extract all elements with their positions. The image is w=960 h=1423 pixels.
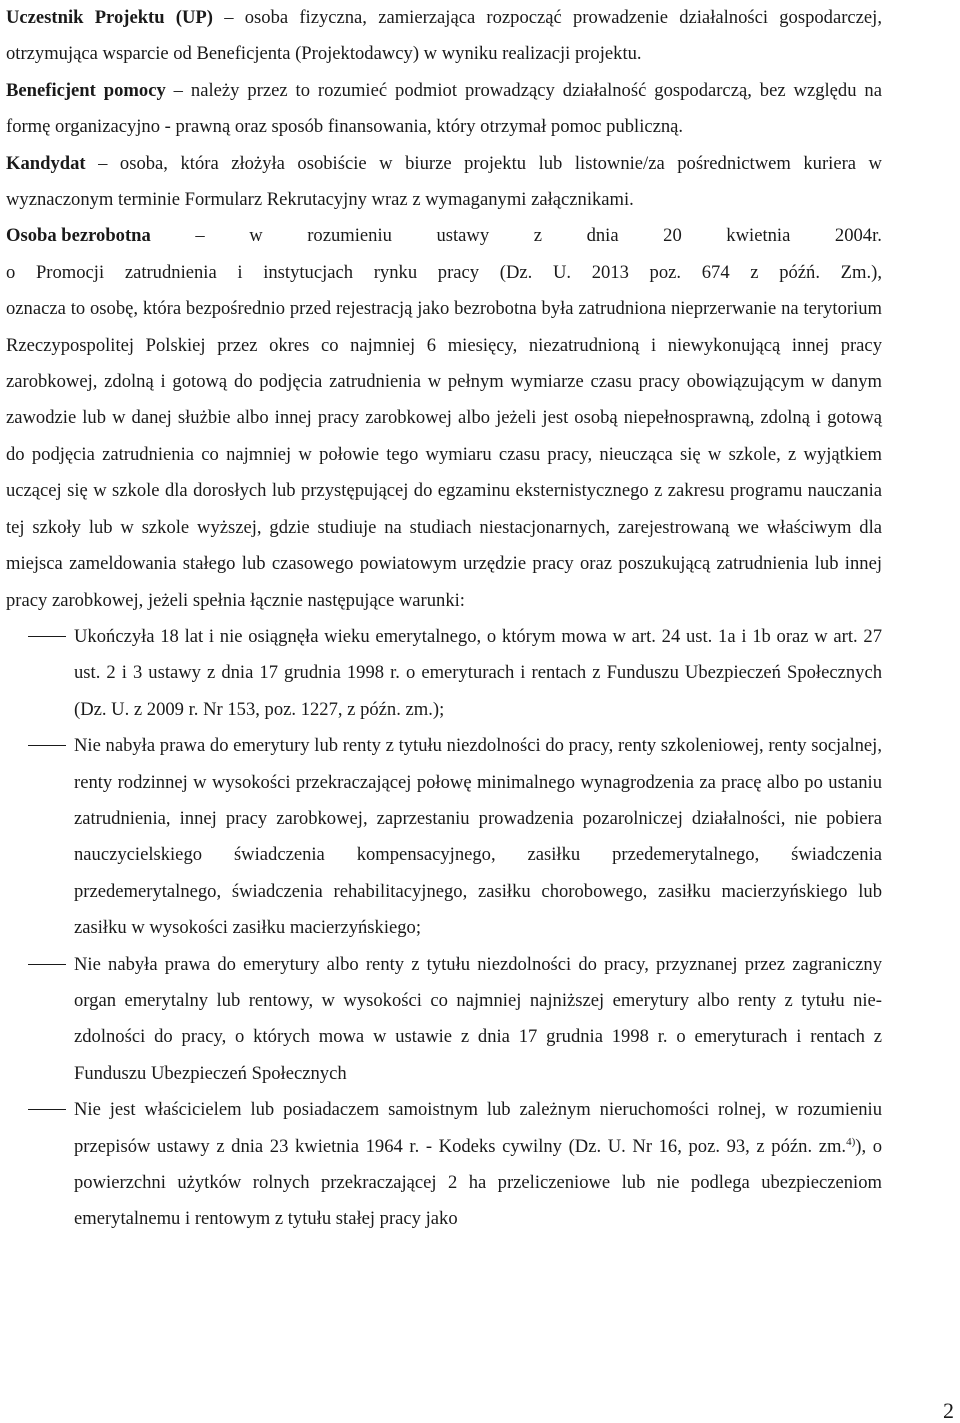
list-item bbox=[6, 947, 882, 1093]
term-up: Uczestnik Projektu (UP) bbox=[6, 7, 213, 28]
dash-text: – bbox=[195, 225, 205, 247]
condition-text: Nie nabyła prawa do emerytury lub renty z tytułu niezdolności do pracy, renty szkoleniowej, renty socjalnej, renty rodzinnej w wysokości przekraczającej połowę minimalnego wynagrodzenia za pracę albo po ustaniu zatrudnienia, innej pracy zarobkowej, zaprzestaniu prowadzenia pozarolniczej działalności, nie pobiera nauczycielskiego świadczenia kompensacyjnego, zasiłku przedemerytalnego, świadczenia przedemerytalnego, świadczenia rehabilitacyjnego, zasiłku chorobowego, zasiłku macierzyńskiego lub zasiłku w wysokości zasiłku macierzyńskiego; bbox=[74, 735, 882, 939]
head-word: z bbox=[533, 225, 542, 247]
term-kandydat: Kandydat bbox=[6, 152, 86, 174]
definition-osoba-line2: o Promocji zatrudnienia i instytucjach rynku pracy (Dz. U. 2013 poz. 674 z późń. Zm.), bbox=[6, 261, 882, 283]
document-page bbox=[6, 0, 882, 1238]
head-word: rozumieniu bbox=[307, 225, 392, 247]
dash-bullet bbox=[28, 1109, 66, 1110]
head-word: dnia bbox=[586, 225, 619, 247]
condition-text-after: ), o powierzchni użytków rolnych przekraczającej 2 ha przeliczeniowe lub nie podlega ubezpieczeniom emerytalnemu i rentowym z tytułu stałej pracy jako bbox=[74, 1135, 882, 1230]
dash-bullet bbox=[28, 745, 66, 746]
dash-bullet bbox=[28, 964, 66, 965]
head-word: 2004r. bbox=[834, 225, 882, 247]
definition-osoba-text: oznacza to osobę, która bezpośrednio przed rejestracją jako bezrobotna była zatrudniona nieprzerwanie na terytorium Rzeczypospolitej Polskiej przez okres co najmniej 6 miesięcy, niezatrudnioną i niewykonującą innej pracy zarobkowej, zdolną i gotową do podjęcia zatrudnienia w pełnym wymiarze czasu pracy obowiązującym w danym zawodzie lub w danej służbie albo innej pracy zarobkowej albo jeżeli jest osobą niepełnosprawną, zdolną i gotową do podjęcia zatrudnienia co najmniej w połowie tego wymiaru czasu pracy, nieucząca się w szkole, z wyjątkiem uczącej się w szkole dla dorosłych lub przystępującej do egzaminu eksternistycznego z zakresu programu nauczania tej szkoły lub w szkole wyższej, gdzie studiuje na studiach niestacjonarnych, zarejestrowaną we właściwym dla miejsca zameldowania stałego lub czasowego powiatowym urzędzie pracy oraz poszukującą zatrudnienia lub innej pracy zarobkowej, jeżeli spełnia łącznie następujące warunki: bbox=[6, 298, 882, 611]
list-item bbox=[6, 1092, 882, 1238]
term-beneficjent: Beneficjent pomocy bbox=[6, 79, 166, 101]
dash-bullet bbox=[28, 636, 66, 637]
definition-up bbox=[6, 0, 882, 73]
condition-text: Nie nabyła prawa do emerytury albo renty z tytułu niezdolności do pracy, przyznanej przez zagraniczny organ emerytalny lub rentowy, w wysokości co najmniej najniższej emerytury albo renty z tytułu nie-zdolności do pracy, o których mowa w ustawie z dnia 17 grudnia 1998 r. o emeryturach i rentach z Funduszu Ubezpieczeń Społecznych bbox=[74, 953, 882, 1084]
condition-text: Ukończyła 18 lat i nie osiągnęła wieku emerytalnego, o którym mowa w art. 24 ust. 1a i 1b oraz w art. 27 ust. 2 i 3 ustawy z dnia 17 grudnia 1998 r. o emeryturach i rentach z Funduszu Ubezpieczeń Społecznych (Dz. U. z 2009 r. Nr 153, poz. 1227, z późn. zm.); bbox=[74, 625, 882, 720]
list-item bbox=[6, 728, 882, 946]
head-word: kwietnia bbox=[726, 225, 791, 247]
list-item bbox=[6, 619, 882, 728]
definition-beneficjent-text: – należy przez to rozumieć podmiot prowadzący działalność gospodarczą, bez względu na formę organizacyjno - prawną oraz sposób finansowania, który otrzymał pomoc publiczną. bbox=[6, 79, 882, 138]
head-word: ustawy bbox=[436, 225, 490, 247]
page-number: 2 bbox=[943, 1398, 954, 1423]
head-word: w bbox=[249, 225, 263, 247]
definition-osoba-head bbox=[6, 218, 882, 254]
footnote-ref: 4) bbox=[846, 1135, 856, 1148]
head-word: 20 bbox=[663, 225, 682, 247]
term-osoba-bezrobotna: Osoba bezrobotna bbox=[6, 225, 151, 247]
definition-beneficjent bbox=[6, 73, 882, 146]
condition-text-before: Nie jest właścicielem lub posiadaczem samoistnym lub zależnym nieruchomości rolnej, w rozumieniu przepisów ustawy z dnia 23 kwietnia 1964 r. - Kodeks cywilny (Dz. U. Nr 16, poz. 93, z późn. zm. bbox=[74, 1099, 882, 1157]
definition-kandydat-text: – osoba, która złożyła osobiście w biurze projektu lub listownie/za pośrednictwem kuriera w wyznaczonym terminie Formularz Rekrutacyjny wraz z wymaganymi załącznikami. bbox=[6, 152, 882, 211]
conditions-list bbox=[6, 619, 882, 1238]
definition-up-text: – osoba fizyczna, zamierzająca rozpocząć prowadzenie działalności gospodarczej, otrzymująca wsparcie od Beneficjenta (Projektodawcy) w wyniku realizacji projektu. bbox=[6, 7, 882, 65]
definition-kandydat bbox=[6, 146, 882, 219]
